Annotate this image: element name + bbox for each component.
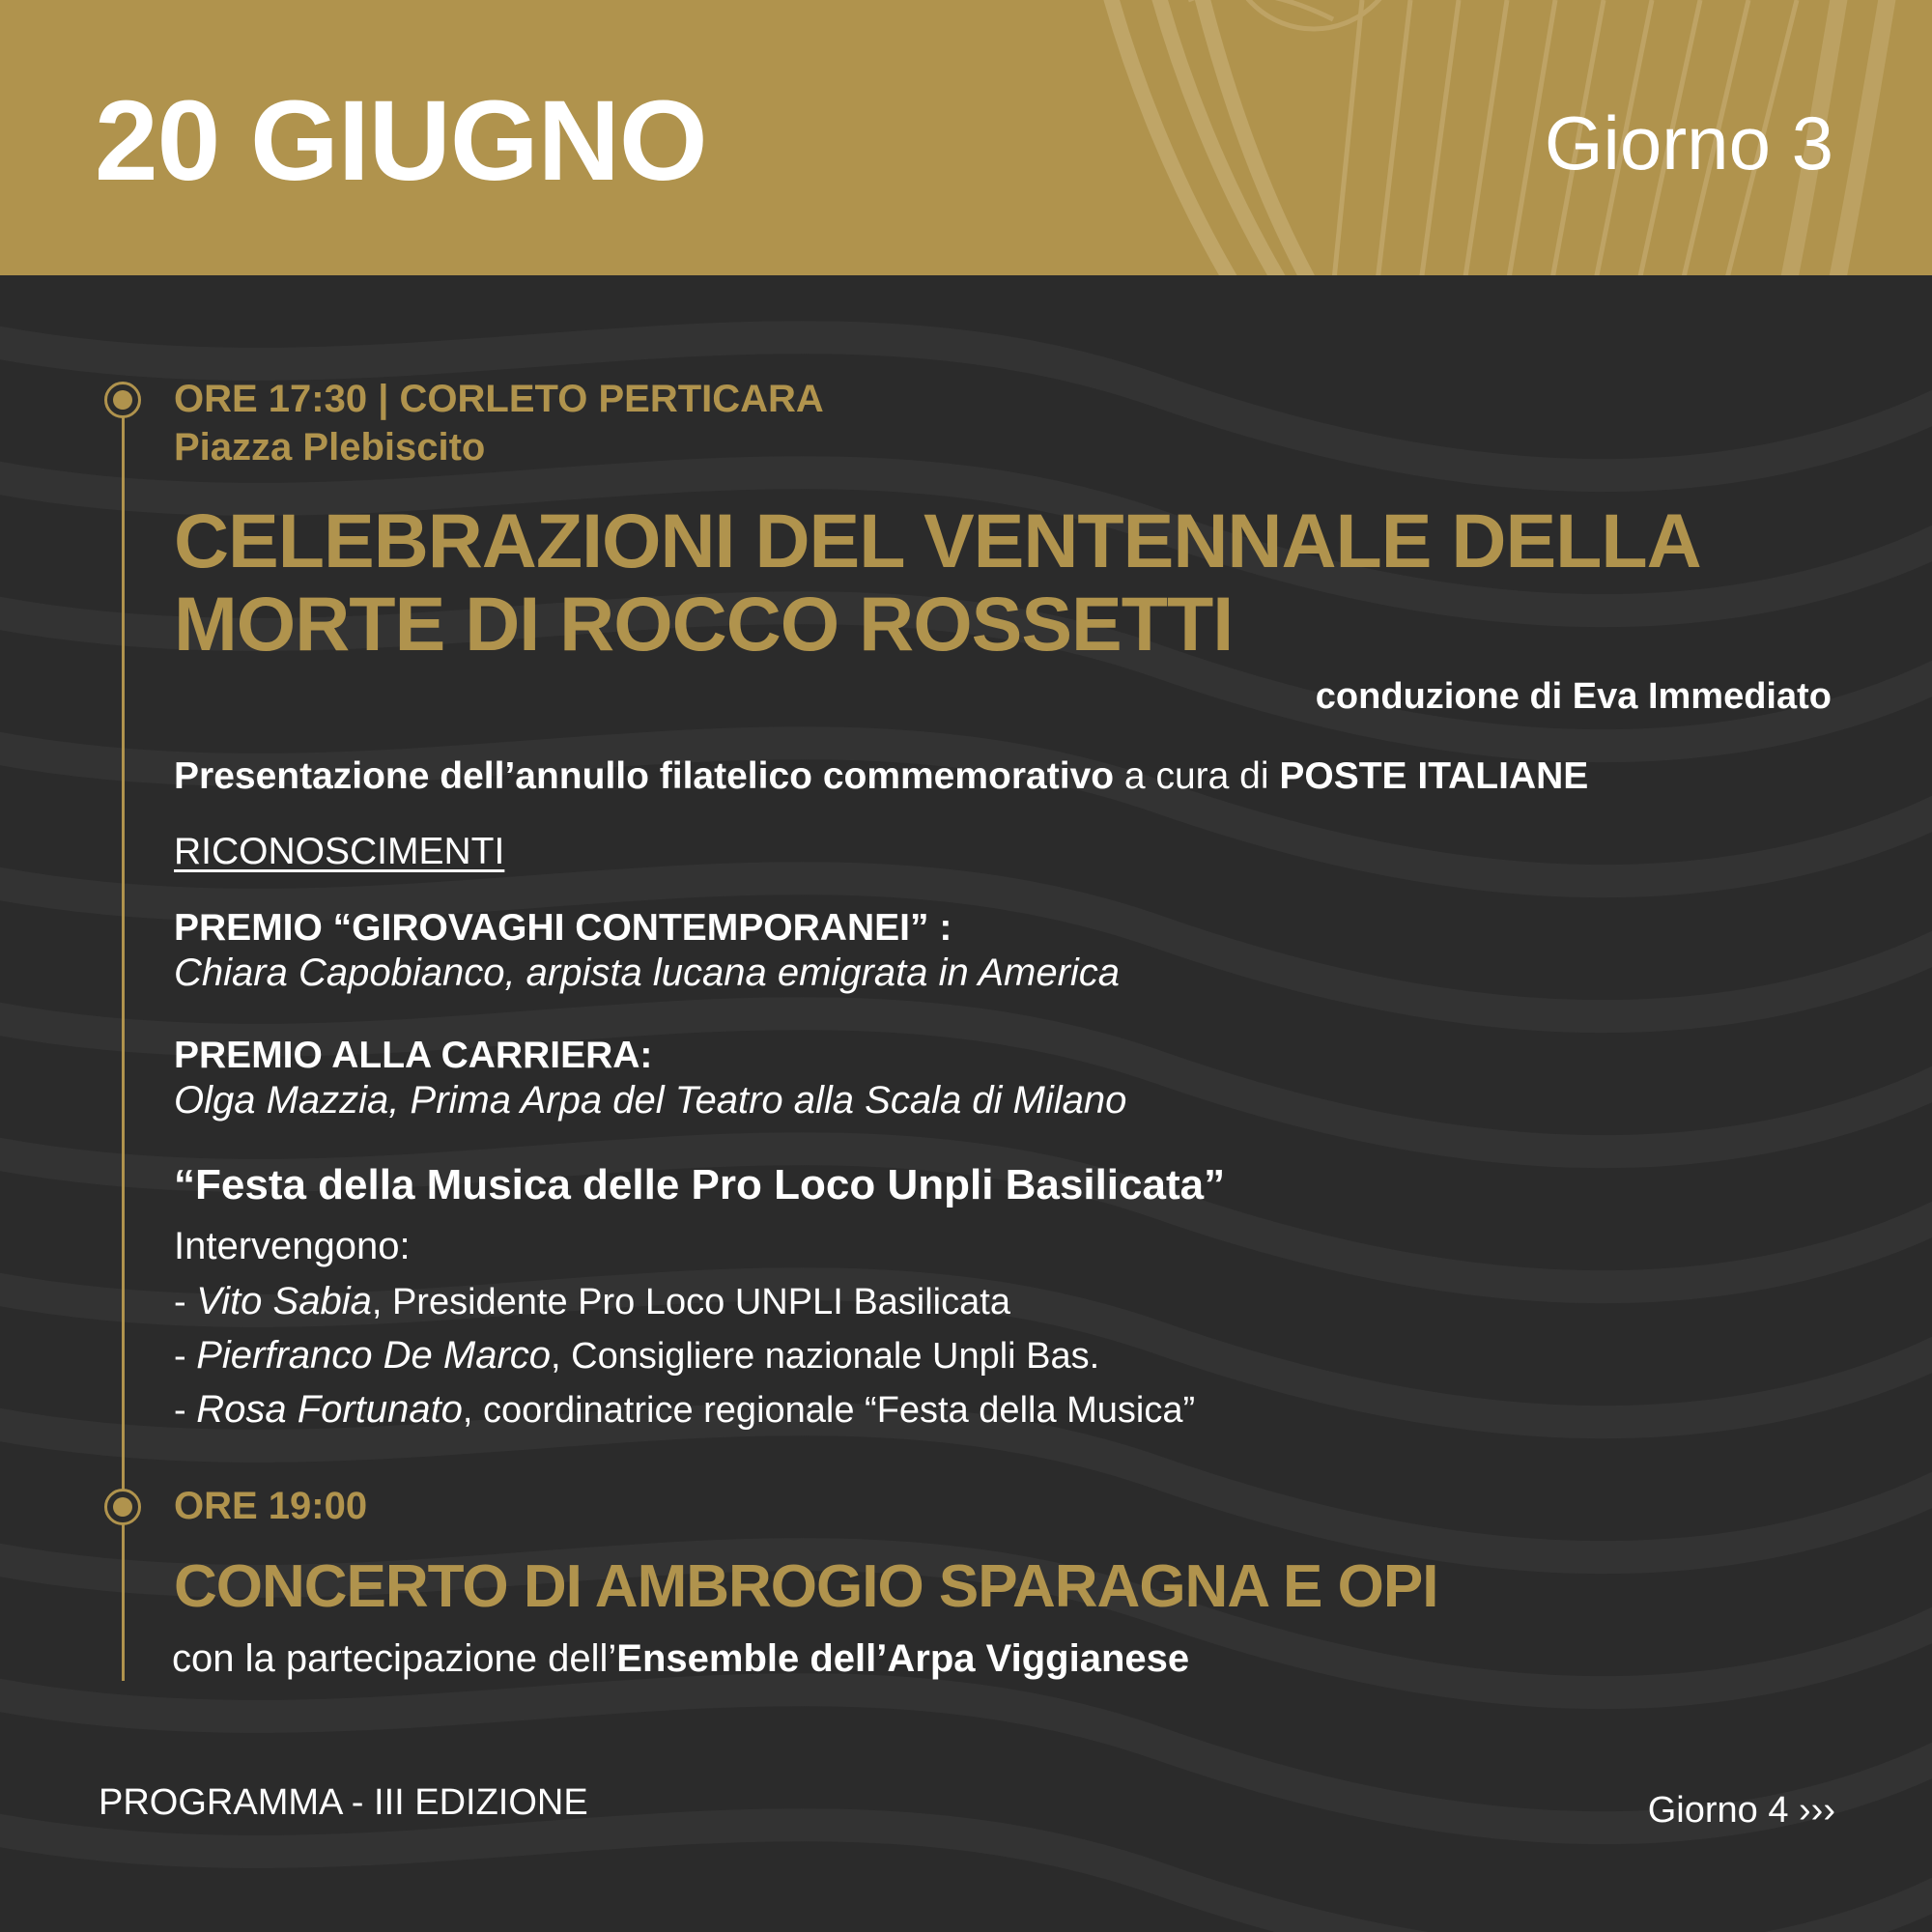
award-winner: Olga Mazzia, Prima Arpa del Teatro alla Scala di Milano	[174, 1079, 1127, 1122]
festa-title: “Festa della Musica delle Pro Loco Unpli Basilicata”	[174, 1161, 1226, 1208]
speaker-role: , coordinatrice regionale “Festa della Musica”	[462, 1390, 1196, 1431]
speaker-item: - Pierfranco De Marco, Consigliere nazionale Unpli Bas.	[174, 1334, 1100, 1377]
speaker-name: Vito Sabia	[196, 1280, 372, 1322]
ensemble-name: Ensemble dell’Arpa Viggianese	[616, 1637, 1190, 1680]
event-time: ORE 19:00	[174, 1485, 368, 1527]
presentation-line	[174, 755, 1588, 798]
event-time-location: ORE 17:30 | CORLETO PERTICARA	[174, 378, 824, 420]
award-name: PREMIO ALLA CARRIERA:	[174, 1035, 653, 1076]
speaker-item: - Rosa Fortunato, coordinatrice regionale “Festa della Musica”	[174, 1388, 1196, 1431]
event-date: 20 GIUGNO	[95, 77, 707, 205]
footer-program-edition: PROGRAMMA - III EDIZIONE	[99, 1782, 588, 1823]
day-label: Giorno 3	[1544, 100, 1833, 185]
concert-subtitle: con la partecipazione dell’Ensemble dell’Arpa Viggianese	[172, 1637, 1190, 1680]
award-winner: Chiara Capobianco, arpista lucana emigrata in America	[174, 952, 1121, 994]
event-host: conduzione di Eva Immediato	[1315, 676, 1832, 717]
timeline-dot-icon	[104, 382, 141, 418]
speakers-intro: Intervengono:	[174, 1225, 411, 1267]
header-band	[0, 0, 1932, 275]
speaker-name: Pierfranco De Marco	[196, 1334, 552, 1377]
event-venue: Piazza Plebiscito	[174, 426, 486, 469]
next-day-link[interactable]: Giorno 4 ›››	[1647, 1790, 1835, 1831]
recognitions-heading: RICONOSCIMENTI	[174, 831, 505, 872]
speaker-role: , Consigliere nazionale Unpli Bas.	[551, 1336, 1100, 1377]
concert-title: CONCERTO DI AMBROGIO SPARAGNA E OPI	[174, 1553, 1438, 1620]
event-title-line-2: MORTE DI ROCCO ROSSETTI	[174, 581, 1234, 667]
presentation-regular: a cura di	[1114, 755, 1280, 797]
speaker-item: - Vito Sabia, Presidente Pro Loco UNPLI Basilicata	[174, 1280, 1010, 1322]
speaker-role: , Presidente Pro Loco UNPLI Basilicata	[371, 1282, 1010, 1322]
speaker-name: Rosa Fortunato	[196, 1388, 463, 1431]
presentation-bold: Presentazione dell’annullo filatelico commemorativo	[174, 755, 1115, 797]
event-title-line-1: CELEBRAZIONI DEL VENTENNALE DELLA	[174, 497, 1701, 583]
presentation-org: POSTE ITALIANE	[1279, 755, 1589, 797]
timeline-dot-icon	[104, 1489, 141, 1525]
award-name: PREMIO “GIROVAGHI CONTEMPORANEI” :	[174, 907, 952, 949]
program-content	[0, 275, 1932, 1932]
